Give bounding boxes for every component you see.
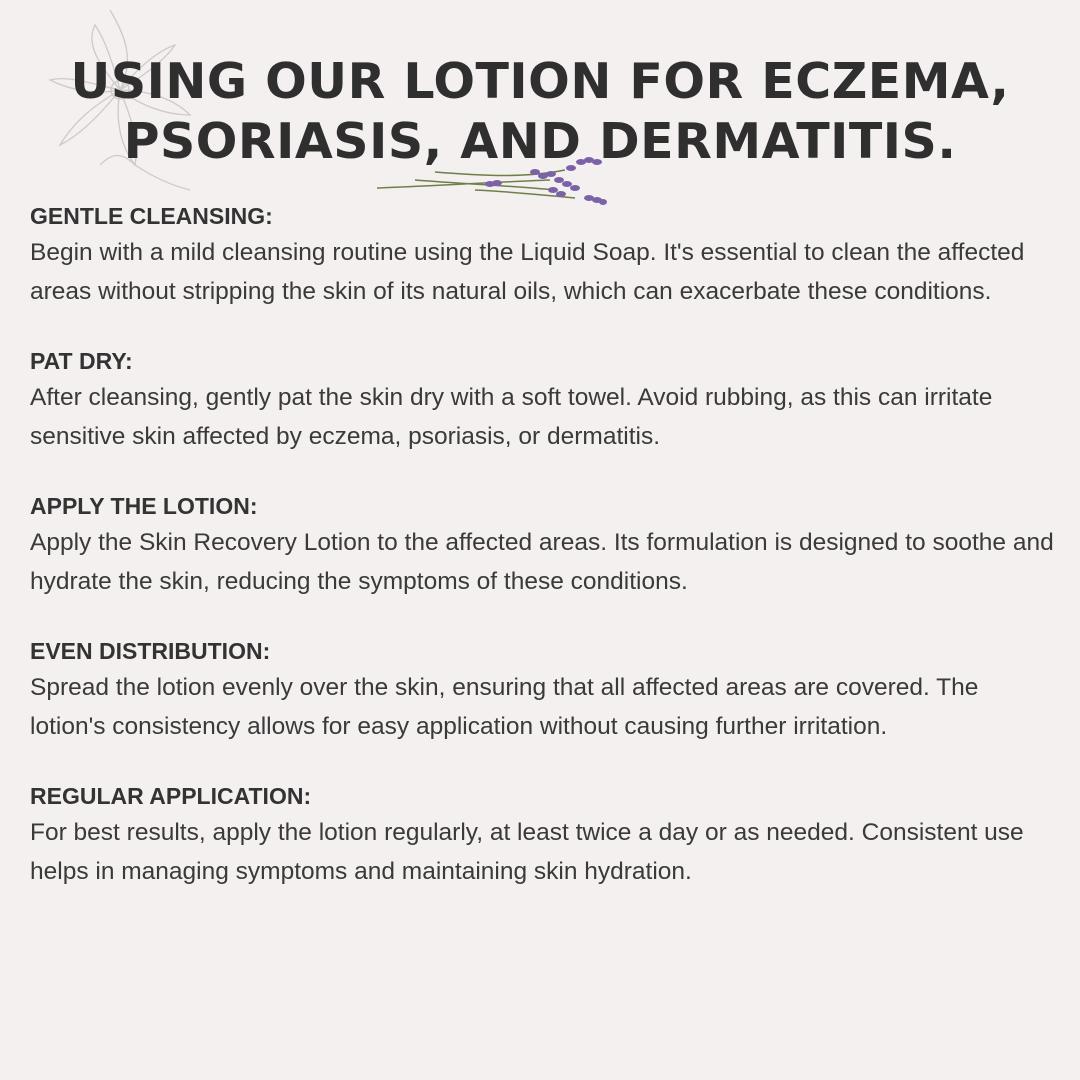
instructions-list xyxy=(30,198,1060,923)
section-heading: REGULAR APPLICATION: xyxy=(30,783,312,809)
instruction-section xyxy=(30,488,1060,601)
page-title-line-2: PSORIASIS, AND DERMATITIS. xyxy=(123,113,957,170)
section-text: Spread the lotion evenly over the skin, ensuring that all affected areas are covered. The lotion's consistency allows for easy application without causing further irritation. xyxy=(30,674,979,740)
section-text: After cleansing, gently pat the skin dry with a soft towel. Avoid rubbing, as this can irritate sensitive skin affected by eczema, psoriasis, or dermatitis. xyxy=(30,384,993,450)
instruction-section xyxy=(30,343,1060,456)
section-heading: PAT DRY: xyxy=(30,348,133,374)
section-text: Apply the Skin Recovery Lotion to the affected areas. Its formulation is designed to soothe and hydrate the skin, reducing the symptoms of these conditions. xyxy=(30,529,1054,595)
section-heading: GENTLE CLEANSING: xyxy=(30,203,273,229)
section-heading: APPLY THE LOTION: xyxy=(30,493,258,519)
section-heading: EVEN DISTRIBUTION: xyxy=(30,638,271,664)
section-text: Begin with a mild cleansing routine using the Liquid Soap. It's essential to clean the affected areas without stripping the skin of its natural oils, which can exacerbate these conditions. xyxy=(30,239,1025,305)
instruction-section xyxy=(30,633,1060,746)
instruction-section xyxy=(30,198,1060,311)
page-title-line-1: USING OUR LOTION FOR ECZEMA, xyxy=(70,53,1010,110)
page-title xyxy=(0,52,1080,172)
section-text: For best results, apply the lotion regularly, at least twice a day or as needed. Consistent use helps in managing symptoms and maintaining skin hydration. xyxy=(30,819,1024,885)
instruction-section xyxy=(30,778,1060,891)
